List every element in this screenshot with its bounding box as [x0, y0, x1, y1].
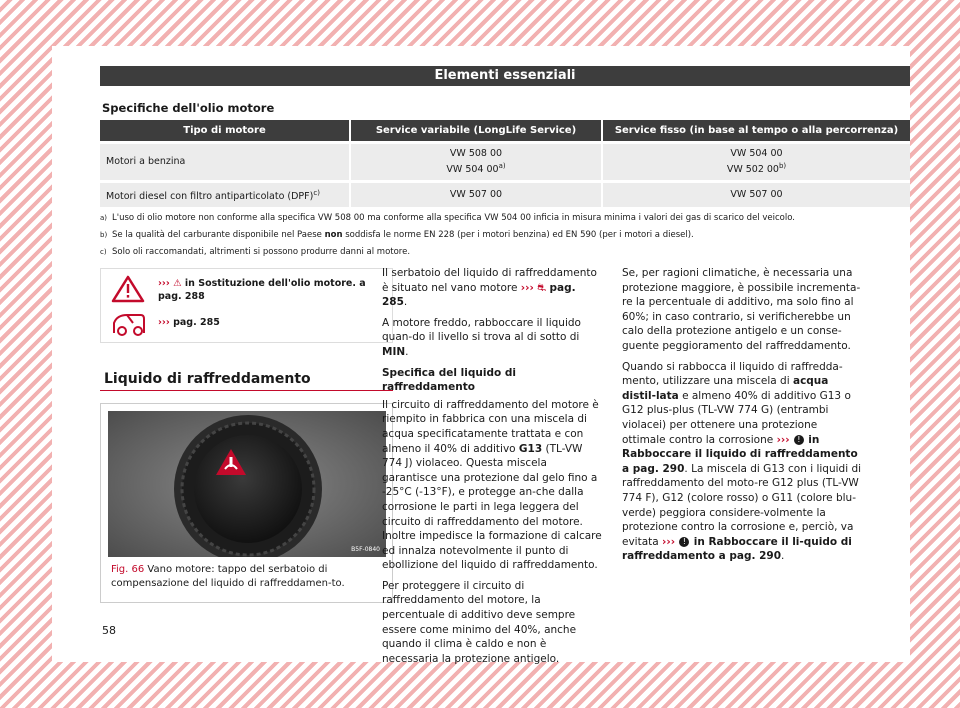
text-column-right — [622, 266, 862, 570]
footnote-b: b) Se la qualità del carburante disponibile nel Paese non soddisfa le norme EN 228 (per i motori benzina) ed EN 590 (per i motori a diesel). — [100, 230, 694, 240]
table-cell-variable: VW 507 00 — [350, 181, 602, 207]
heading-rule — [100, 390, 393, 391]
paragraph: A motore freddo, rabboccare il liquido quan-do il livello si trova al di sotto di MIN. — [382, 316, 581, 358]
warning-triangle-icon — [111, 275, 145, 303]
table-cell-engine: Motori a benzina — [100, 142, 350, 181]
table-cell-fixed: VW 507 00 — [602, 181, 910, 207]
manual-page — [52, 46, 910, 665]
figure-box — [100, 403, 393, 603]
warning-reference-oil-change[interactable]: ››› ⚠ in Sostituzione dell'olio motore. a pag. 288 — [158, 278, 366, 302]
coolant-cap-illustration — [108, 411, 386, 557]
warning-reference-box — [100, 268, 393, 343]
footnote-c: c) Solo oli raccomandati, altrimenti si possono produrre danni al motore. — [100, 247, 411, 257]
text-column-middle — [382, 266, 604, 672]
table-row — [100, 181, 910, 207]
table-header-row — [100, 120, 910, 142]
chapter-header: Elementi essenziali — [100, 66, 910, 86]
page-reference-link[interactable]: pag. 285 — [382, 281, 576, 309]
footnotes — [100, 212, 910, 263]
coolant-heading: Liquido di raffreddamento — [104, 371, 311, 387]
column-header-variable: Service variabile (LongLife Service) — [350, 120, 602, 142]
paragraph: Per proteggere il circuito di raffreddamento del motore, la percentuale di additivo deve sempre essere come minimo del 40%, anche quando il clima è caldo e non è necessaria la protezione antigelo. — [382, 579, 577, 665]
warning-info-icon: ! — [679, 537, 689, 547]
paragraph: Se, per ragioni climatiche, è necessaria una protezione maggiore, è possibile incrementa-re la percentuale di additivo, ma solo fino al 60%; in caso contrario, si verificherebbe un calo della protezione antigelo e un conse-guente peggioramento del raffreddamento. — [622, 267, 861, 352]
cross-reference-link[interactable]: in Rabboccare il liquido di raffreddamento a pag. 290 — [622, 433, 858, 475]
min-mark: MIN — [382, 345, 406, 358]
engine-compartment-icon — [111, 311, 147, 337]
column-header-fixed: Service fisso (in base al tempo o alla percorrenza) — [602, 120, 910, 142]
footnote-a: a) L'uso di olio motore non conforme alla specifica VW 508 00 ma conforme alla specifica VW 504 00 inficia in misura minima i valori dei gas di scarico del veicolo. — [100, 213, 795, 223]
table-cell-variable: VW 508 00 VW 504 00$^{a)}$ — [350, 142, 602, 181]
paragraph: Quando si rabbocca il liquido di raffredda-mento, utilizzare una miscela di acqua distil-lata e almeno 40% di additivo G13 o G12 plus-plus (TL-VW 774 G) (entrambi violacei) per ottenere una protezione ottimale contro la corrosione ››› ! in Rabboccare il liquido di raffreddamento a pag. 290. La miscela di G13 con i liquidi di raffreddamento del moto-re G12 plus (TL-VW 774 F), G12 (colore rosso) o G11 (colore blu-verde) peggiora considere-volmente la protezione contro la corrosione e, perciò, va evitata ››› ! in Rabboccare il li-quido di raffreddamento a pag. 290. — [622, 360, 862, 563]
section-title: Specifiche dell'olio motore — [102, 101, 275, 115]
engine-compartment-small-icon: ⛐ — [537, 281, 547, 294]
figure-caption: Fig. 66 Vano motore: tappo del serbatoio di compensazione del liquido di raffreddamen-to. — [111, 564, 345, 589]
column-header-engine: Tipo di motore — [100, 120, 350, 142]
small-warning-icon: ⚠ — [173, 278, 182, 289]
oil-spec-table — [100, 120, 910, 207]
subheading: Specifica del liquido di raffreddamento — [382, 366, 516, 394]
paragraph: Il circuito di raffreddamento del motore è riempito in fabbrica con una miscela di acqua specificatamente trattata e con almeno il 40% di additivo G13 (TL-VW 774 J) violaceo. Questa miscela garantisce una protezione dal gelo fino a -25°C (-13°F), e protegge an-che dalla corrosione le parti in lega leggera del circuito di raffreddamento del motore. Inoltre impedisce la formazione di calcare ed innalza notevolmente il punto di ebollizione del liquido di raffreddamento. — [382, 398, 602, 572]
warning-info-icon: ! — [794, 435, 804, 445]
table-cell-fixed: VW 504 00 VW 502 00$^{b)}$ — [602, 142, 910, 181]
figure-id: B5F-0840 — [351, 546, 380, 553]
cross-reference-link[interactable]: in Rabboccare il li-quido di raffreddamento a pag. 290 — [622, 535, 852, 563]
page-reference-link[interactable]: ››› pag. 285 — [158, 317, 220, 328]
coolant-cap-photo — [108, 411, 386, 557]
paragraph: Il serbatoio del liquido di raffreddamento è situato nel vano motore ››› ⛐ pag. 285. — [382, 267, 597, 309]
table-cell-engine: Motori diesel con filtro antiparticolato (DPF)$^{c)}$ — [100, 181, 350, 207]
table-row — [100, 142, 910, 181]
page-number: 58 — [102, 624, 116, 637]
